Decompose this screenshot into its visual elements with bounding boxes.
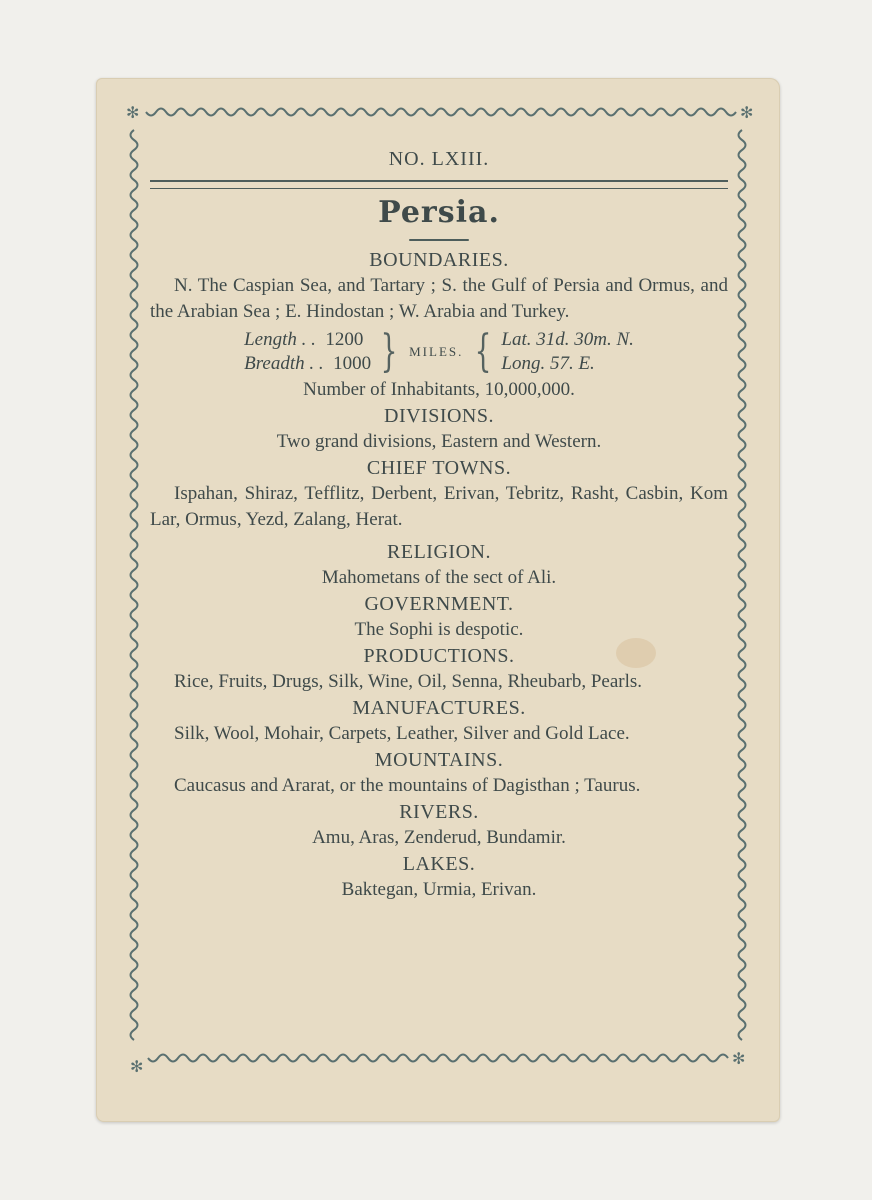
- svg-text:✻: ✻: [126, 103, 140, 122]
- government-text: The Sophi is despotic.: [354, 619, 524, 640]
- boundaries-heading: BOUNDARIES.: [369, 249, 509, 271]
- religion-text: Mahometans of the sect of Ali.: [321, 567, 557, 588]
- productions-heading: PRODUCTIONS.: [363, 645, 515, 667]
- left-wavy-border: [131, 130, 138, 1040]
- productions-text: Rice, Fruits, Drugs, Silk, Wine, Oil, Senna, Rheubarb, Pearls.: [174, 671, 643, 692]
- divisions-text: Two grand divisions, Eastern and Western.: [276, 431, 602, 452]
- boundaries-text: N. The Caspian Sea, and Tartary ; S. the Gulf of Persia and Ormus, and the Arabian Sea ; E. Hindostan ; W. Arabia and Turkey.: [150, 275, 728, 322]
- latitude: Lat. 31d. 30m. N.: [501, 329, 634, 350]
- chief-towns-heading: CHIEF TOWNS.: [366, 457, 512, 479]
- breadth-value: 1000: [333, 353, 372, 374]
- mountains-text: Caucasus and Ararat, or the mountains of Dagisthan ; Taurus.: [174, 775, 641, 796]
- length-row: [244, 328, 371, 352]
- breadth-label: Breadth . .: [244, 353, 324, 374]
- card-title: Persia.: [378, 195, 500, 230]
- lakes-heading: LAKES.: [402, 853, 476, 875]
- inhabitants-text: Number of Inhabitants, 10,000,000.: [303, 379, 575, 400]
- divisions-heading: DIVISIONS.: [384, 405, 494, 427]
- card-content: [150, 136, 728, 903]
- manufactures-text: Silk, Wool, Mohair, Carpets, Leather, Silver and Gold Lace.: [174, 723, 630, 744]
- rivers-heading: RIVERS.: [399, 801, 479, 823]
- title-rule: [409, 239, 469, 241]
- card-number: NO. LXIII.: [388, 148, 490, 170]
- religion-heading: RELIGION.: [387, 541, 491, 563]
- svg-text:✻: ✻: [732, 1049, 746, 1068]
- longitude: Long. 57. E.: [501, 353, 595, 374]
- rivers-text: Amu, Aras, Zenderud, Bundamir.: [312, 827, 566, 848]
- manufactures-heading: MANUFACTURES.: [352, 697, 526, 719]
- double-rule: [150, 180, 728, 189]
- right-brace-icon: }: [380, 326, 398, 377]
- left-brace-icon: {: [474, 326, 492, 377]
- breadth-row: [244, 352, 371, 376]
- geography-card: [96, 78, 780, 1122]
- top-wavy-border: [146, 109, 736, 116]
- svg-text:✻: ✻: [740, 103, 754, 122]
- bottom-wavy-border: [148, 1055, 728, 1062]
- length-label: Length . .: [244, 329, 316, 350]
- length-value: 1200: [325, 329, 364, 350]
- right-wavy-border: [739, 130, 746, 1040]
- dimensions-block: [150, 327, 728, 377]
- government-heading: GOVERNMENT.: [364, 593, 514, 615]
- svg-text:✻: ✻: [130, 1057, 144, 1076]
- miles-label: MILES.: [409, 344, 464, 359]
- chief-towns-text: Ispahan, Shiraz, Tefflitz, Derbent, Erivan, Tebritz, Rasht, Casbin, Kom Lar, Ormus, Yezd, Zalang, Herat.: [150, 483, 728, 530]
- lakes-text: Baktegan, Urmia, Erivan.: [341, 879, 537, 900]
- mountains-heading: MOUNTAINS.: [374, 749, 504, 771]
